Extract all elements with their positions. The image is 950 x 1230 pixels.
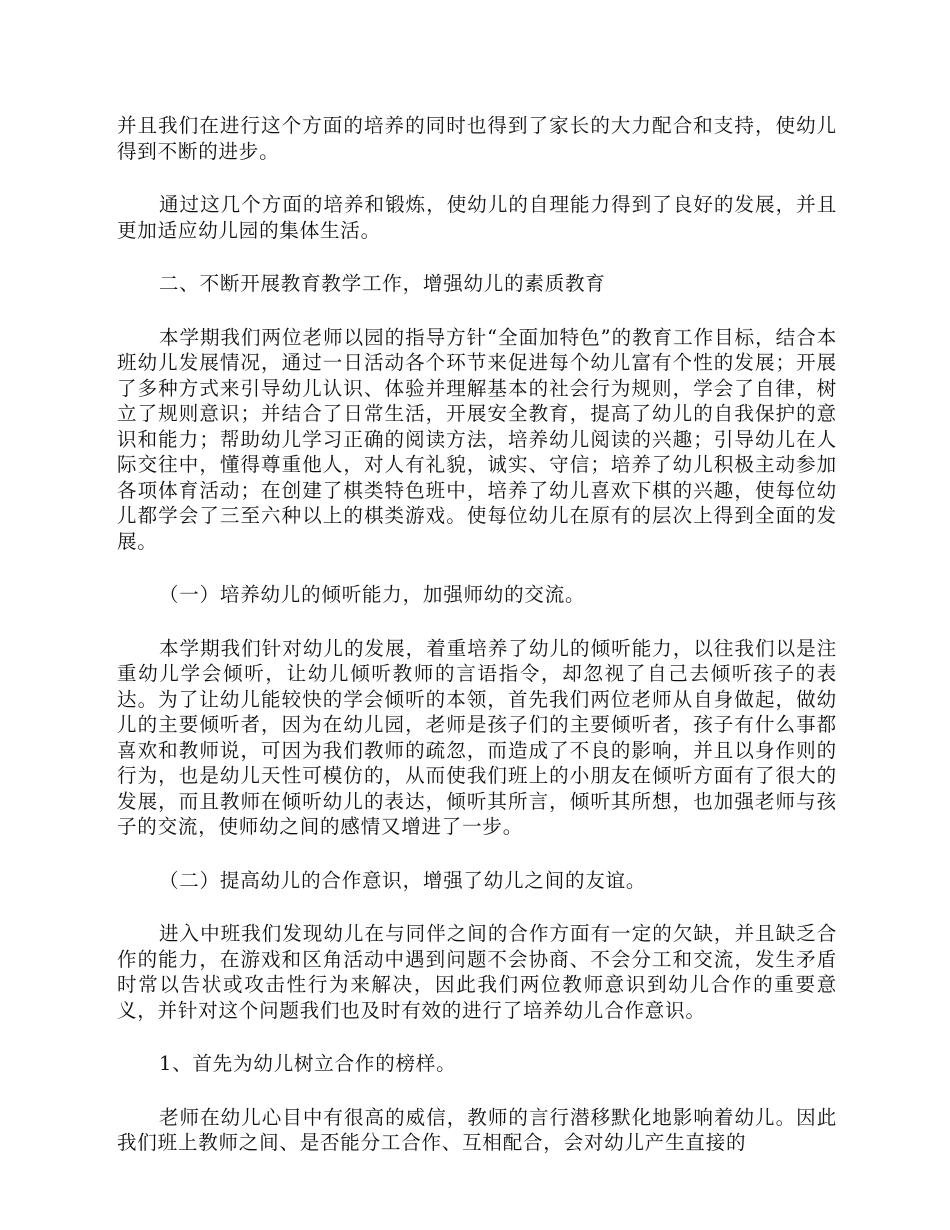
section-heading-2: 二、不断开展教育教学工作，增强幼儿的素质教育	[159, 272, 606, 295]
paragraph-listening: 本学期我们针对幼儿的发展，着重培养了幼儿的倾听能力，以往我们以是注重幼儿学会倾听，让幼儿倾听教师的言语指令，却忽视了自己去倾听孩子的表达。为了让幼儿能较快的学会倾听的本领，首先我们两位老师从自身做起，做幼儿的主要倾听者，因为在幼儿园，老师是孩子们的主要倾听者，孩子有什么事都喜欢和教师说，可因为我们教师的疏忽，而造成了不良的影响，并且以身作则的行为，也是幼儿天性可模仿的，从而使我们班上的小朋友在倾听方面有了很大的发展，而且教师在倾听幼儿的表达，倾听其所言，倾听其所想，也加强老师与孩子的交流，使师幼之间的感情又增进了一步。	[117, 636, 837, 838]
subheading-listening: （一）培养幼儿的倾听能力，加强师幼的交流。	[159, 583, 586, 606]
paragraph-continuation: 并且我们在进行这个方面的培养的同时也得到了家长的大力配合和支持，使幼儿得到不断的进步。	[117, 114, 837, 163]
paragraph-teacher-influence: 老师在幼儿心目中有很高的威信，教师的言行潜移默化地影响着幼儿。因此我们班上教师之间、是否能分工合作、互相配合，会对幼儿产生直接的	[117, 1105, 837, 1154]
subheading-cooperation: （二）提高幼儿的合作意识，增强了幼儿之间的友谊。	[159, 868, 647, 892]
document-page	[117, 113, 837, 1184]
list-item-role-model: 1、首先为幼儿树立合作的榜样。	[159, 1052, 457, 1075]
paragraph-semester-goals: 本学期我们两位老师以园的指导方针“全面加特色”的教育工作目标，结合本班幼儿发展情况，通过一日活动各个环节来促进每个幼儿富有个性的发展；开展了多种方式来引导幼儿认识、体验并理解基本的社会行为规则，学会了自律，树立了规则意识；并结合了日常生活，开展安全教育，提高了幼儿的自我保护的意识和能力；帮助幼儿学习正确的阅读方法，培养幼儿阅读的兴趣；引导幼儿在人际交往中，懂得尊重他人，对人有礼貌，诚实、守信；培养了幼儿积极主动参加各项体育活动；在创建了棋类特色班中，培养了幼儿喜欢下棋的兴趣，使每位幼儿都学会了三至六种以上的棋类游戏。使每位幼儿在原有的层次上得到全面的发展。	[117, 325, 837, 553]
paragraph-self-care-summary: 通过这几个方面的培养和锻炼，使幼儿的自理能力得到了良好的发展，并且更加适应幼儿园的集体生活。	[117, 193, 837, 242]
paragraph-cooperation: 进入中班我们发现幼儿在与同伴之间的合作方面有一定的欠缺，并且缺乏合作的能力，在游戏和区角活动中遇到问题不会协商、不会分工和交流，发生矛盾时常以告状或攻击性行为来解决，因此我们两位教师意识到幼儿合作的重要意义，并针对这个问题我们也及时有效的进行了培养幼儿合作意识。	[117, 922, 837, 1022]
